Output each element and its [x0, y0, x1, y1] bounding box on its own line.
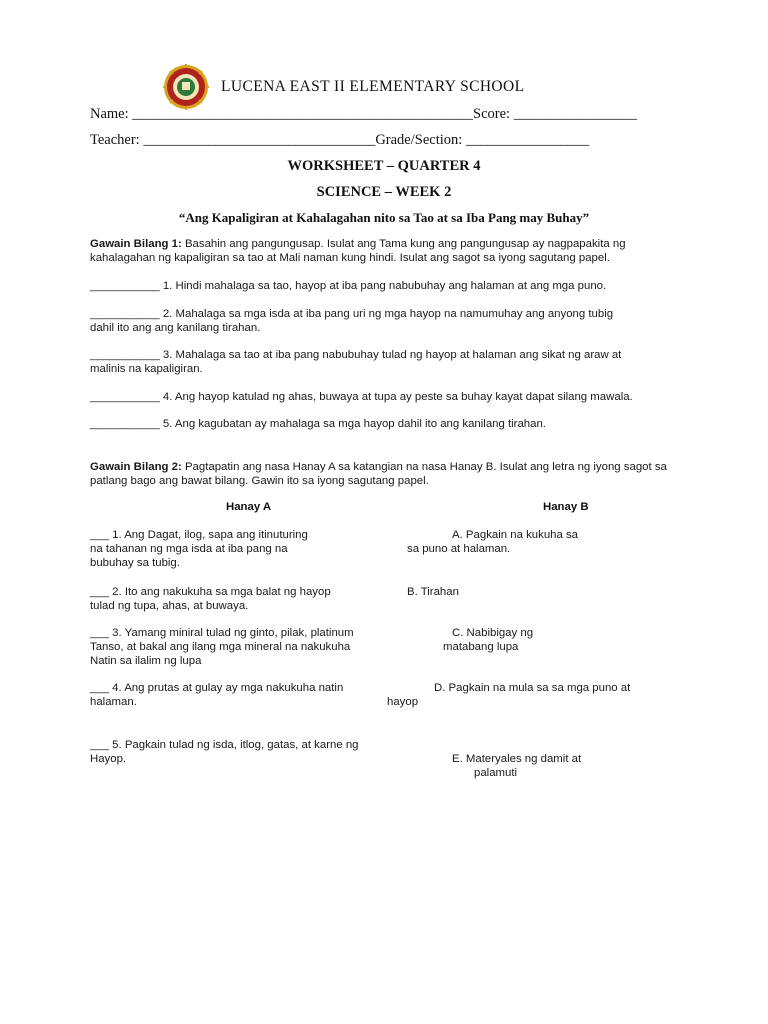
item-text-cont: na tahanan ng mga isda at iba pang na	[90, 542, 288, 555]
worksheet-title: WORKSHEET – QUARTER 4	[287, 158, 481, 174]
subject-title: SCIENCE – WEEK 2	[316, 184, 452, 200]
item-text: ___________ 2. Mahalaga sa mga isda at iba pang uri ng mga hayop na namumuhay ang anyong tubig	[90, 308, 614, 320]
gawain2-instruction	[90, 461, 682, 489]
item-text: ___________ 4. Ang hayop katulad ng ahas, buwaya at tupa ay peste sa buhay kayat dapat silang mawala.	[90, 391, 633, 403]
hanay-a-item-3[interactable]	[90, 627, 354, 668]
gawain1-item-4[interactable]	[90, 391, 633, 405]
gawain1-instruction	[90, 238, 682, 266]
gawain1-item-5[interactable]	[90, 418, 546, 432]
hanay-a-item-2[interactable]	[90, 586, 331, 614]
hanay-b-item-a-cont: sa puno at halaman.	[407, 543, 511, 555]
hanay-b-item-e: E. Materyales ng damit at	[452, 753, 582, 765]
hanay-b-item-d: D. Pagkain na mula sa sa mga puno at	[434, 682, 631, 694]
gawain1-text: Basahin ang pangungusap. Isulat ang Tama kung ang pangungusap ay nagpapakita ng kahalagahan ng kapaligiran sa tao at Mali naman kung hindi. Isulat ang sagot sa iyong sagutang papel.	[90, 238, 626, 264]
topic-title: “Ang Kapaligiran at Kahalagahan nito sa Tao at sa Iba Pang may Buhay”	[178, 210, 590, 225]
hanay-b-item-c: C. Nabibigay ng	[452, 627, 534, 639]
gawain2-label: Gawain Bilang 2:	[90, 461, 182, 473]
hanay-b-heading: Hanay B	[543, 501, 589, 513]
item-text: ___ 4. Ang prutas at gulay ay mga nakukuha natin	[90, 682, 344, 694]
gawain1-label: Gawain Bilang 1:	[90, 238, 182, 250]
item-text-cont: Hayop.	[90, 752, 127, 765]
item-text-cont: Natin sa ilalim ng lupa	[90, 654, 202, 667]
hanay-b-item-c-cont: matabang lupa	[443, 641, 519, 653]
item-text-cont: bubuhay sa tubig.	[90, 556, 180, 569]
school-name: LUCENA EAST II ELEMENTARY SCHOOL	[221, 78, 525, 95]
item-text: ___________ 5. Ang kagubatan ay mahalaga sa mga hayop dahil ito ang kanilang tirahan.	[90, 418, 546, 430]
gawain1-item-2[interactable]	[90, 308, 613, 336]
hanay-a-item-4[interactable]	[90, 682, 343, 710]
item-text: ___________ 1. Hindi mahalaga sa tao, hayop at iba pang nabubuhay ang halaman at ang mga puno.	[90, 280, 607, 292]
item-text: ___ 5. Pagkain tulad ng isda, itlog, gatas, at karne ng	[90, 739, 359, 751]
teacher-grade-line[interactable]: Teacher: ________________________________Grade/Section: _________________	[90, 132, 590, 148]
hanay-b-item-d-cont: hayop	[387, 696, 419, 708]
item-text-cont: tulad ng tupa, ahas, at buwaya.	[90, 599, 249, 612]
item-text: ___ 3. Yamang miniral tulad ng ginto, pilak, platinum	[90, 627, 354, 639]
hanay-b-item-a	[452, 529, 578, 543]
hanay-a-item-1[interactable]	[90, 529, 308, 570]
hanay-a-heading: Hanay A	[226, 501, 272, 513]
hanay-a-item-5[interactable]	[90, 739, 359, 767]
item-text: ___ 1. Ang Dagat, ilog, sapa ang itinuturing	[90, 529, 308, 541]
choice-text: A. Pagkain na kukuha sa	[452, 529, 579, 541]
hanay-b-item-e-cont: palamuti	[474, 767, 518, 779]
hanay-b-item-b: B. Tirahan	[407, 586, 459, 598]
gawain1-item-3[interactable]	[90, 349, 621, 377]
gawain2-text: Pagtapatin ang nasa Hanay A sa katangian na nasa Hanay B. Isulat ang letra ng iyong sagot sa patlang bago ang bawat bilang. Gawin ito sa iyong sagutang papel.	[90, 461, 667, 487]
item-text-cont: Tanso, at bakal ang ilang mga mineral na nakukuha	[90, 640, 351, 653]
item-text: ___ 2. Ito ang nakukuha sa mga balat ng hayop	[90, 586, 331, 598]
item-text: ___________ 3. Mahalaga sa tao at iba pang nabubuhay tulad ng hayop at halaman ang sikat ng araw at	[90, 349, 622, 361]
name-score-line[interactable]: Name: _______________________________________________Score: _________________	[90, 106, 637, 122]
item-text-cont: dahil ito ang ang kanilang tirahan.	[90, 321, 261, 334]
item-text-cont: malinis na kapaligiran.	[90, 362, 203, 375]
school-logo	[163, 64, 209, 110]
gawain1-item-1[interactable]	[90, 280, 606, 294]
item-text-cont: halaman.	[90, 695, 137, 708]
